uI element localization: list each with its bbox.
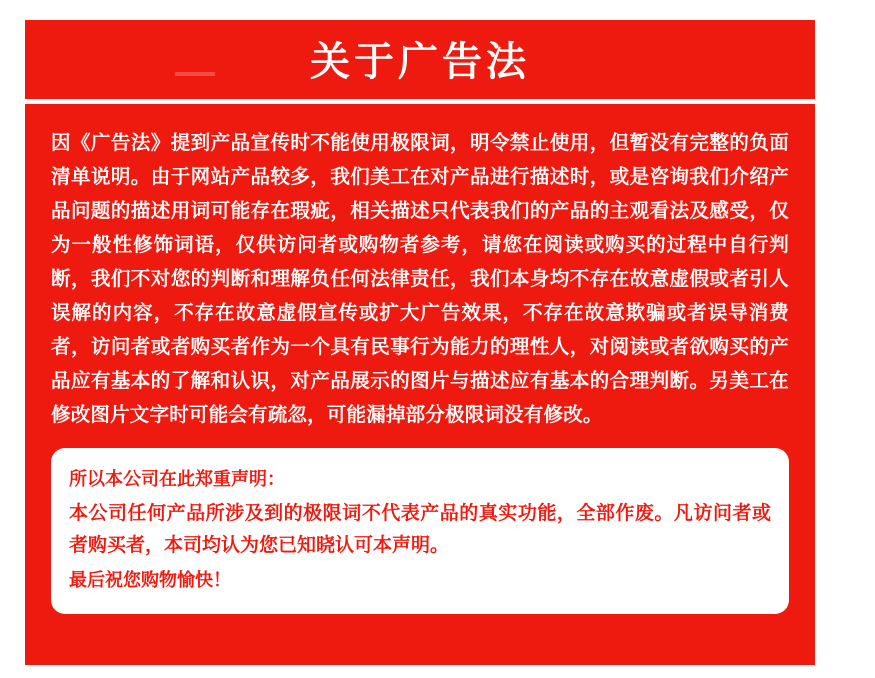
statement-body: 本公司任何产品所涉及到的极限词不代表产品的真实功能，全部作废。凡访问者或者购买者，本司均认为您已知晓认可本声明。	[69, 503, 771, 556]
disclaimer-body: 因《广告法》提到产品宣传时不能使用极限词，明令禁止使用，但暂没有完整的负面清单说明。由于网站产品较多，我们美工在对产品进行描述时，或是咨询我们介绍产品问题的描述用词可能存在瑕疵，相关描述只代表我们的产品的主观看法及感受，仅为一般性修饰词语，仅供访问者或购物者参考，请您在阅读或购买的过程中自行判断，我们不对您的判断和理解负任何法律责任，我们本身均不存在故意虚假或者引人误解的内容，不存在故意虚假宣传或扩大广告效果，不存在故意欺骗或者误导消费者，访问者或者购买者作为一个具有民事行为能力的理性人，对阅读或者欲购买的产品应有基本的了解和认识，对产品展示的图片与描述应有基本的合理判断。另美工在修改图片文字时可能会有疏忽，可能漏掉部分极限词没有修改。	[51, 132, 789, 426]
statement-footer: 最后祝您购物愉快！	[69, 570, 231, 590]
decorative-mark	[175, 72, 215, 76]
statement-heading: 所以本公司在此郑重声明：	[69, 469, 285, 489]
advertising-law-poster	[25, 20, 815, 665]
page-title: 关于广告法	[310, 40, 530, 84]
header-divider	[25, 99, 815, 104]
poster-header	[25, 20, 815, 104]
statement-card	[51, 448, 789, 614]
